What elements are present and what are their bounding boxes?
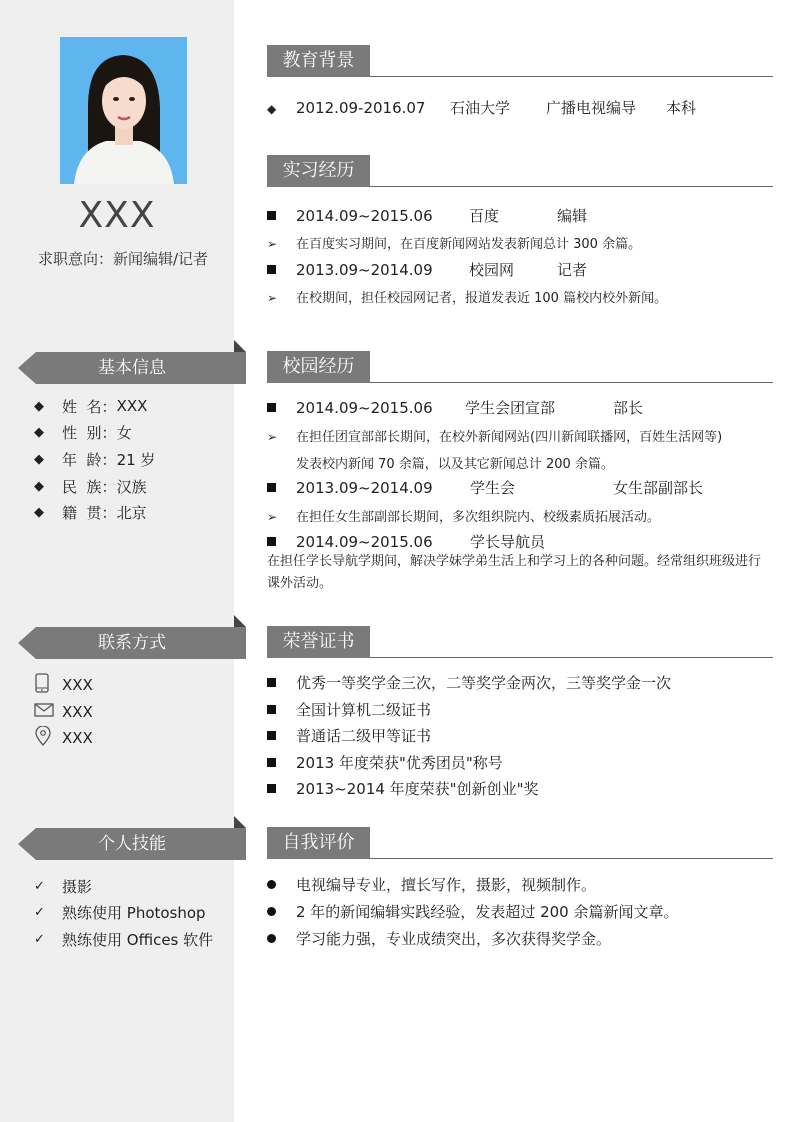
self-eval-title: 自我评价 <box>267 827 370 859</box>
internship-header <box>267 155 773 187</box>
internship-role: 编辑 <box>557 207 588 225</box>
self-eval-item <box>267 901 678 922</box>
square-bullet-icon <box>267 537 276 546</box>
email-icon <box>34 702 62 722</box>
self-eval-item <box>267 928 611 949</box>
self-eval-item <box>267 874 596 895</box>
info-row-age: ◆ 年 龄 ： 21 岁 <box>34 450 156 469</box>
square-bullet-icon <box>267 483 276 492</box>
info-label: 籍 贯 <box>62 504 102 523</box>
ribbon-fold-shape <box>234 340 246 352</box>
checkmark-icon: ✓ <box>34 905 45 921</box>
contact-row-phone <box>34 672 93 699</box>
honor-item <box>267 672 671 693</box>
info-label: 姓 名 <box>62 397 102 416</box>
portrait-image <box>60 37 187 184</box>
circle-bullet-icon <box>267 934 276 943</box>
contact-row-address <box>34 725 93 752</box>
campus-org: 学生会 <box>470 479 516 497</box>
self-eval-text: 2 年的新闻编辑实践经验，发表超过 200 余篇新闻文章。 <box>296 903 679 921</box>
ribbon-fold-shape <box>234 615 246 627</box>
skills-list <box>34 873 213 953</box>
contact-title: 联系方式 <box>98 633 166 653</box>
campus-entry <box>267 397 643 418</box>
arrow-bullet-icon: ➢ <box>267 510 278 524</box>
basic-info-header <box>18 352 246 384</box>
section-divider <box>370 382 773 383</box>
arrow-bullet-icon: ➢ <box>267 237 278 251</box>
arrow-bullet-icon: ➢ <box>267 430 278 444</box>
square-bullet-icon <box>267 403 276 412</box>
info-value: 北京 <box>116 504 147 523</box>
square-bullet-icon <box>267 265 276 274</box>
square-bullet-icon <box>267 705 276 714</box>
education-entry <box>267 97 696 118</box>
circle-bullet-icon <box>267 880 276 889</box>
campus-date: 2013.09~2014.09 <box>296 479 433 497</box>
campus-desc-text: 在担任女生部副部长期间，多次组织院内、校级素质拓展活动。 <box>296 510 661 525</box>
info-row-hometown: ◆ 籍 贯 ： 北京 <box>34 504 147 523</box>
skill-text: 熟练使用 Photoshop <box>62 904 206 923</box>
section-divider <box>370 186 773 187</box>
skills-header <box>18 828 246 860</box>
profile-photo <box>60 37 187 184</box>
contact-phone: XXX <box>62 676 93 695</box>
campus-date: 2014.09~2015.06 <box>296 399 433 417</box>
diamond-icon: ◆ <box>34 398 44 414</box>
info-row-ethnicity: ◆ 民 族 ： 汉族 <box>34 477 147 496</box>
education-major: 广播电视编导 <box>546 99 637 117</box>
skills-title: 个人技能 <box>98 834 166 854</box>
info-label: 年 龄 <box>62 450 102 469</box>
info-row-gender: ◆ 性 别 ： 女 <box>34 424 132 443</box>
contact-address: XXX <box>62 729 93 748</box>
diamond-icon: ◆ <box>34 505 44 521</box>
campus-org: 学生会团宣部 <box>465 399 556 417</box>
campus-header <box>267 351 773 383</box>
arrow-bullet-icon: ➢ <box>267 291 278 305</box>
education-date: 2012.09-2016.07 <box>296 99 426 117</box>
campus-entry <box>267 531 545 552</box>
info-row-name: ◆ 姓 名 ： XXX <box>34 397 148 416</box>
internship-date: 2014.09~2015.06 <box>296 207 433 225</box>
section-divider <box>370 76 773 77</box>
honor-text: 2013 年度荣获"优秀团员"称号 <box>296 754 503 772</box>
circle-bullet-icon <box>267 907 276 916</box>
campus-desc-continued <box>296 453 614 472</box>
basic-info-title: 基本信息 <box>98 358 166 378</box>
square-bullet-icon <box>267 211 276 220</box>
internship-desc-text: 在百度实习期间，在百度新闻网站发表新闻总计 300 余篇。 <box>296 237 642 252</box>
location-pin-icon <box>34 726 62 750</box>
campus-desc-text: 在担任团宣部部长期间，在校外新闻网站(四川新闻联播网，百姓生活网等) <box>296 430 723 445</box>
self-eval-text: 电视编导专业，擅长写作，摄影，视频制作。 <box>296 876 597 894</box>
internship-entry <box>267 259 587 280</box>
diamond-icon: ◆ <box>267 102 277 116</box>
campus-paragraph: 在担任学长导航学期间，解决学妹学弟生活上和学习上的各种问题。经常组织班级进行课外活动。 <box>267 554 762 591</box>
honor-text: 2013~2014 年度荣获"创新创业"奖 <box>296 780 539 798</box>
self-eval-text: 学习能力强，专业成绩突出，多次获得奖学金。 <box>296 930 612 948</box>
honor-item <box>267 699 431 720</box>
square-bullet-icon <box>267 678 276 687</box>
basic-info-list <box>34 393 155 526</box>
campus-entry <box>267 477 703 498</box>
diamond-icon: ◆ <box>34 451 44 467</box>
campus-org: 学长导航员 <box>470 533 546 551</box>
honors-header <box>267 626 773 658</box>
honor-text: 全国计算机二级证书 <box>296 701 432 719</box>
contact-email: XXX <box>62 702 93 721</box>
info-label: 民 族 <box>62 477 102 496</box>
campus-desc <box>267 426 722 445</box>
phone-icon <box>34 673 62 697</box>
section-divider <box>370 657 773 658</box>
honor-text: 普通话二级甲等证书 <box>296 727 432 745</box>
contact-list <box>34 672 93 752</box>
info-label: 性 别 <box>62 424 102 443</box>
skill-text: 摄影 <box>62 877 93 896</box>
education-header <box>267 45 773 77</box>
info-value: 21 岁 <box>116 450 156 469</box>
honor-item <box>267 725 431 746</box>
contact-row-email <box>34 699 93 726</box>
checkmark-icon: ✓ <box>34 878 45 894</box>
skill-item <box>34 926 213 953</box>
campus-role: 女生部副部长 <box>613 479 704 497</box>
job-objective: 求职意向：新闻编辑/记者 <box>37 250 209 268</box>
honor-text: 优秀一等奖学金三次，二等奖学金两次，三等奖学金一次 <box>296 674 672 692</box>
square-bullet-icon <box>267 784 276 793</box>
education-degree: 本科 <box>666 99 697 117</box>
honor-item <box>267 752 503 773</box>
internship-desc <box>267 233 641 252</box>
skill-item <box>34 873 213 900</box>
campus-role: 部长 <box>613 399 644 417</box>
education-title: 教育背景 <box>267 45 370 77</box>
internship-date: 2013.09~2014.09 <box>296 261 433 279</box>
internship-role: 记者 <box>557 261 588 279</box>
info-value: 汉族 <box>116 477 147 496</box>
honor-item <box>267 778 538 799</box>
skill-item <box>34 900 213 927</box>
internship-desc-text: 在校期间，担任校园网记者，报道发表近 100 篇校内校外新闻。 <box>296 291 668 306</box>
self-eval-header <box>267 827 773 859</box>
campus-desc-text: 发表校内新闻 70 余篇，以及其它新闻总计 200 余篇。 <box>296 457 614 472</box>
internship-org: 百度 <box>469 207 500 225</box>
campus-title: 校园经历 <box>267 351 370 383</box>
ribbon-fold-shape <box>234 816 246 828</box>
section-divider <box>370 858 773 859</box>
checkmark-icon: ✓ <box>34 931 45 947</box>
square-bullet-icon <box>267 758 276 767</box>
honors-title: 荣誉证书 <box>267 626 370 658</box>
contact-header <box>18 627 246 659</box>
campus-date: 2014.09~2015.06 <box>296 533 433 551</box>
skill-text: 熟练使用 Offices 软件 <box>62 930 214 949</box>
diamond-icon: ◆ <box>34 478 44 494</box>
internship-desc <box>267 287 667 306</box>
education-school: 石油大学 <box>450 99 511 117</box>
info-value: 女 <box>116 424 132 443</box>
internship-org: 校园网 <box>469 261 515 279</box>
internship-title: 实习经历 <box>267 155 370 187</box>
info-value: XXX <box>116 397 148 416</box>
internship-entry <box>267 205 587 226</box>
campus-desc <box>267 506 660 525</box>
diamond-icon: ◆ <box>34 425 44 441</box>
square-bullet-icon <box>267 731 276 740</box>
candidate-name: XXX <box>78 195 156 236</box>
